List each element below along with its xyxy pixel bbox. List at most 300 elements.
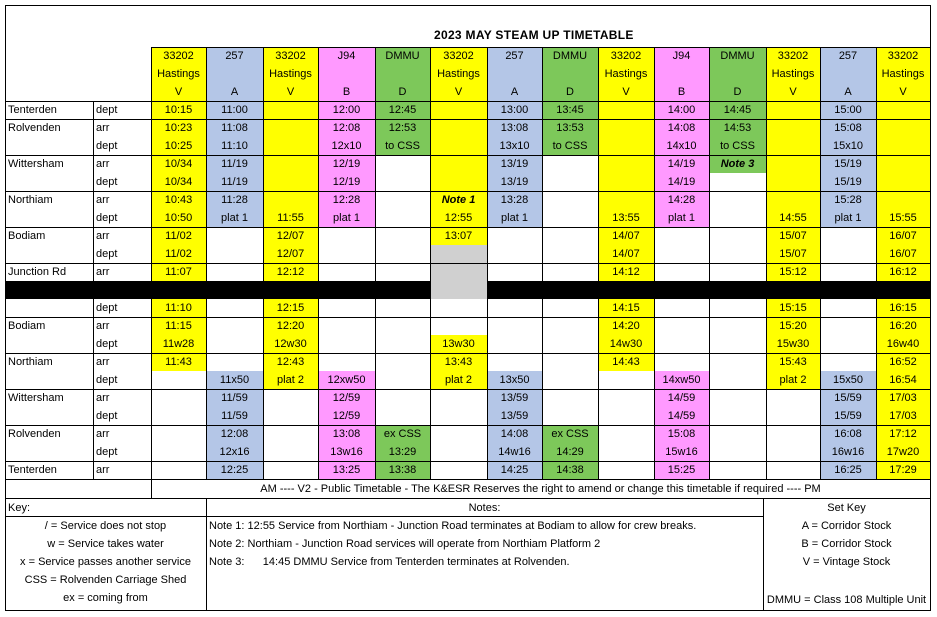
timetable-cell [766,119,820,137]
column-header-set: V [454,86,463,98]
timetable-cell: plat 1 [834,212,862,224]
column-header-set: D [398,86,407,98]
column-header-set: D [566,86,574,98]
timetable-cell [876,173,930,191]
timetable-cell [487,245,542,263]
timetable-cell [542,317,598,335]
timetable-cell [206,299,263,317]
page-title: 2023 MAY STEAM UP TIMETABLE [434,28,634,42]
timetable-cell: 11x50 [219,374,250,386]
timetable-cell: 14:53 [723,122,752,134]
timetable-cell: 16/07 [889,230,917,242]
timetable-cell: 12:28 [332,194,361,206]
timetable-cell [598,371,654,389]
timetable-cell: 12xw50 [327,374,366,386]
station-separator [5,389,930,390]
timetable-cell [375,371,430,389]
station-separator [5,317,930,318]
timetable-cell: 13:08 [500,122,529,134]
arr-dept-label: dept [96,176,118,188]
timetable-cell [430,425,487,443]
arr-dept-label: arr [96,122,110,134]
column-header-set: B [342,86,351,98]
column-line [876,47,877,479]
timetable-cell: 15/07 [779,230,807,242]
timetable-cell: 14/07 [612,230,640,242]
timetable-cell [709,227,766,245]
timetable-cell: 14:43 [612,356,640,368]
timetable-cell [766,101,820,119]
timetable-cell [318,317,375,335]
timetable-cell [375,245,430,263]
timetable-cell [709,263,766,281]
timetable-cell: 15x50 [833,374,863,386]
timetable-cell [263,407,318,425]
timetable-cell: 12:15 [276,302,305,314]
column-line [375,47,376,479]
timetable-cell: 15/19 [834,176,862,188]
timetable-cell: 14x10 [666,140,697,152]
timetable-cell: 13:38 [388,464,417,476]
column-header-loco: 33202 [275,50,306,62]
timetable-cell [654,299,709,317]
timetable-cell [430,101,487,119]
timetable-cell: 15w30 [776,338,810,350]
station-name [5,407,95,425]
station-name: Bodiam [8,230,46,242]
timetable-cell: 12/19 [332,158,361,170]
timetable-cell [430,245,487,263]
timetable-cell: 15:08 [667,428,696,440]
timetable-cell: 16:15 [889,302,917,314]
timetable-cell [263,191,318,209]
timetable-cell: 10:43 [164,194,193,206]
timetable-cell: 17/03 [889,410,917,422]
timetable-cell: 10:15 [164,104,193,116]
station-name [5,443,95,461]
timetable-cell: 15/19 [834,158,862,170]
key-label: Key: [8,502,31,514]
column-header-set: A [844,86,852,98]
station-name: Bodiam [8,320,46,332]
column-header-sub [375,65,430,83]
timetable-cell: 11:10 [165,302,192,314]
timetable-cell [542,227,598,245]
column-line [206,47,207,479]
timetable-cell: 11:00 [221,104,248,116]
timetable-cell: 12:45 [388,104,417,116]
timetable-cell: 14:25 [500,464,529,476]
column-line [263,47,264,479]
timetable-cell: 15/59 [834,410,862,422]
timetable-cell: 13x10 [499,140,530,152]
timetable-cell [375,299,430,317]
column-header-set: A [230,86,239,98]
timetable-cell [709,461,766,479]
label-divider [93,101,94,479]
timetable-cell [542,173,598,191]
column-header-set: B [677,86,686,98]
header-bottom-line [5,101,930,102]
timetable-cell: 16:25 [834,464,862,476]
timetable-cell: 13:28 [500,194,529,206]
timetable-cell: ex CSS [551,428,589,440]
arr-dept-label: arr [96,230,110,242]
timetable-cell: 14:12 [612,266,640,278]
timetable-cell [709,407,766,425]
timetable-cell [487,263,542,281]
note-item: Note 1: 12:55 Service from Northiam - Junction Road terminates at Bodiam to allow for crew breaks. [209,520,697,532]
timetable-cell [151,443,206,461]
station-name [5,245,95,263]
timetable-cell: 17w20 [886,446,920,458]
timetable-cell [654,245,709,263]
timetable-cell [375,191,430,209]
timetable-cell [542,209,598,227]
timetable-cell [430,407,487,425]
timetable-cell: 13:29 [388,446,417,458]
timetable-cell [542,155,598,173]
station-name: Tenterden [8,104,57,116]
timetable-cell [206,245,263,263]
timetable-cell: 11w28 [162,338,195,350]
timetable-cell: 11:10 [221,140,248,152]
timetable-cell: 16:08 [834,428,862,440]
timetable-cell [598,461,654,479]
key-item: CSS = Rolvenden Carriage Shed [24,574,187,586]
timetable-cell: 10/34 [164,158,193,170]
timetable-cell [542,263,598,281]
timetable-cell [487,317,542,335]
timetable-cell [263,137,318,155]
timetable-cell [598,119,654,137]
timetable-cell [318,227,375,245]
timetable-cell: to CSS [720,140,755,152]
dmmu-key: DMMU = Class 108 Multiple Unit [766,594,927,606]
arr-dept-label: arr [96,158,110,170]
column-header-set: V [899,86,907,98]
timetable-cell [263,101,318,119]
arr-dept-label: dept [96,212,118,224]
column-header-loco: DMMU [720,50,755,62]
timetable-cell: 14xw50 [662,374,701,386]
header-top-line [151,47,930,48]
column-header-sub: Hastings [437,68,480,80]
arr-dept-label: arr [96,392,110,404]
timetable-cell: 16w40 [886,338,920,350]
timetable-cell [375,227,430,245]
timetable-cell [766,425,820,443]
note-item: Note 3: 14:45 DMMU Service from Tenterden terminates at Rolvenden. [209,556,570,568]
timetable-cell: 14:08 [500,428,529,440]
timetable-cell: 13x50 [499,374,530,386]
timetable-cell: 14:20 [612,320,640,332]
timetable-cell: 15/59 [834,392,862,404]
column-header-sub [206,65,263,83]
timetable-cell [430,263,487,281]
timetable-cell [542,353,598,371]
station-name: Tenterden [8,464,57,476]
timetable-cell [151,461,206,479]
timetable-cell: 11:28 [221,194,248,206]
timetable-cell: 14:15 [612,302,640,314]
timetable-cell [542,371,598,389]
timetable-cell: 10:50 [164,212,193,224]
timetable-cell: to CSS [385,140,420,152]
station-separator [5,263,930,264]
timetable-cell [766,389,820,407]
notes-label: Notes: [468,502,501,514]
station-name [5,173,95,191]
timetable-cell [151,425,206,443]
timetable-cell: 12w30 [274,338,307,350]
station-name [5,371,95,389]
timetable-cell [654,227,709,245]
timetable-cell: 15:00 [834,104,862,116]
timetable-cell [820,317,876,335]
arr-dept-label: arr [96,356,110,368]
timetable-cell [430,173,487,191]
timetable-cell [151,371,206,389]
timetable-cell: 12/07 [276,248,305,260]
timetable-cell [263,155,318,173]
timetable-cell [318,335,375,353]
timetable-cell [375,317,430,335]
timetable-cell [820,263,876,281]
timetable-cell: 12:08 [332,122,361,134]
station-name [5,209,95,227]
timetable-cell [709,317,766,335]
column-header-set: V [789,86,797,98]
timetable-cell: 14/59 [667,410,696,422]
timetable-cell: 16:52 [889,356,917,368]
timetable-cell: plat 1 [668,212,695,224]
column-line [318,47,319,479]
column-line [598,47,599,479]
timetable-cell: 13w30 [442,338,475,350]
timetable-cell [709,191,766,209]
timetable-cell: 12/59 [332,410,361,422]
column-header-loco: DMMU [385,50,420,62]
station-name [5,299,95,317]
timetable-cell [151,389,206,407]
timetable-cell: 14:55 [779,212,807,224]
timetable-cell [263,173,318,191]
column-header-set: V [286,86,295,98]
timetable-cell: 14:00 [667,104,696,116]
column-header-set: V [622,86,630,98]
column-header-loco: 33202 [163,50,194,62]
timetable-cell: 11/19 [221,176,248,188]
station-separator [5,425,930,426]
column-line [151,47,152,479]
timetable-cell [542,389,598,407]
column-header-loco: J94 [672,50,691,62]
timetable-cell [542,407,598,425]
arr-dept-label: dept [96,248,118,260]
timetable-cell [375,353,430,371]
set-key-item: V = Vintage Stock [802,556,891,568]
timetable-cell [375,209,430,227]
timetable-cell: 14/07 [612,248,640,260]
timetable-cell [375,335,430,353]
column-header-loco: 33202 [887,50,919,62]
timetable-cell [375,173,430,191]
timetable-cell: 15:12 [779,266,807,278]
key-item: w = Service takes water [47,538,164,550]
arr-dept-label: arr [96,266,110,278]
timetable-cell [709,335,766,353]
timetable-cell [820,335,876,353]
timetable-cell [263,443,318,461]
timetable-cell: ex CSS [383,428,422,440]
set-key-item: B = Corridor Stock [801,538,892,550]
timetable-cell [766,443,820,461]
station-separator [5,155,930,156]
timetable-cell [709,353,766,371]
timetable-cell: 15:43 [779,356,807,368]
timetable-cell [598,101,654,119]
timetable-cell [542,191,598,209]
column-line [430,47,431,479]
timetable-cell [820,353,876,371]
timetable-cell [263,425,318,443]
timetable-cell: plat 1 [333,212,360,224]
key-item: ex = coming from [63,592,148,604]
timetable-cell [654,263,709,281]
timetable-cell: 12x10 [331,140,362,152]
timetable-cell [766,191,820,209]
timetable-cell [598,137,654,155]
timetable-cell: 14w30 [609,338,643,350]
timetable-cell: 12/19 [332,176,361,188]
timetable-cell: 16:12 [889,266,917,278]
arr-dept-label: dept [96,446,118,458]
timetable-cell: 12:20 [276,320,305,332]
column-header-set: D [733,86,742,98]
timetable-cell: 11:15 [165,320,192,332]
column-header-sub: Hastings [771,68,815,80]
arr-dept-label: dept [96,140,118,152]
timetable-cell [430,299,487,317]
timetable-cell [206,335,263,353]
timetable-cell: 17/03 [889,392,917,404]
column-line [709,47,710,479]
station-name: Wittersham [8,392,64,404]
station-name: Junction Rd [8,266,67,278]
timetable-cell: 12:12 [276,266,305,278]
timetable-cell [430,389,487,407]
arr-dept-label: arr [96,428,110,440]
timetable-cell: 11:08 [221,122,248,134]
timetable-cell: 15:20 [779,320,807,332]
station-name [5,137,95,155]
timetable-cell [709,173,766,191]
timetable-cell [318,353,375,371]
timetable-cell: 15:28 [834,194,862,206]
station-name: Northiam [8,194,53,206]
timetable-cell: 13:00 [500,104,529,116]
timetable-cell: 12:53 [388,122,417,134]
column-line [766,47,767,479]
timetable-cell [876,137,930,155]
station-name: Rolvenden [8,428,61,440]
timetable-cell: 14:28 [667,194,696,206]
column-line [542,47,543,479]
timetable-cell [375,389,430,407]
timetable-cell [654,335,709,353]
timetable-cell [709,245,766,263]
timetable-cell [598,173,654,191]
set-key-item: A = Corridor Stock [801,520,892,532]
timetable-cell: 11:07 [165,266,192,278]
timetable-cell: 11/02 [165,248,192,260]
timetable-cell: 14:45 [723,104,752,116]
timetable-cell: 15:08 [834,122,862,134]
column-header-sub [542,65,598,83]
timetable-cell [430,461,487,479]
timetable-cell: 11/19 [221,158,248,170]
key-item: x = Service passes another service [20,556,191,568]
timetable-cell [542,245,598,263]
timetable-cell: Note 3 [720,158,755,170]
station-name [5,335,95,353]
timetable-cell: 14:29 [556,446,584,458]
column-line [487,47,488,479]
column-header-loco: 33202 [777,50,809,62]
timetable-cell [766,407,820,425]
timetable-cell [487,227,542,245]
timetable-cell: 17:29 [889,464,917,476]
timetable-cell: 12/07 [276,230,305,242]
timetable-cell [598,443,654,461]
timetable-cell: to CSS [552,140,588,152]
arr-dept-label: dept [96,104,118,116]
column-header-loco: J94 [337,50,356,62]
timetable-cell: Note 1 [441,194,476,206]
timetable-cell: plat 2 [779,374,807,386]
timetable-cell: plat 1 [501,212,528,224]
column-header-sub [318,65,375,83]
timetable-cell [876,191,930,209]
timetable-cell: 13:53 [556,122,584,134]
timetable-cell [598,155,654,173]
column-header-loco: 257 [838,50,858,62]
column-header-sub: Hastings [157,68,200,80]
timetable-cell: 14/19 [667,158,696,170]
timetable-cell [487,335,542,353]
timetable-cell [766,155,820,173]
timetable-cell [598,407,654,425]
timetable-cell [487,353,542,371]
timetable-cell [709,389,766,407]
column-header-sub: Hastings [269,68,312,80]
timetable-cell [318,299,375,317]
station-separator [5,119,930,120]
timetable-cell [318,263,375,281]
station-name: Northiam [8,356,53,368]
timetable-cell [375,155,430,173]
timetable-cell [430,443,487,461]
timetable-cell: 14w16 [498,446,531,458]
arr-dept-label: dept [96,410,118,422]
timetable-cell [766,173,820,191]
timetable-cell [654,353,709,371]
timetable-cell: 15:15 [779,302,807,314]
key-divider [206,498,207,610]
timetable-cell: 10/34 [164,176,193,188]
timetable-cell [876,155,930,173]
